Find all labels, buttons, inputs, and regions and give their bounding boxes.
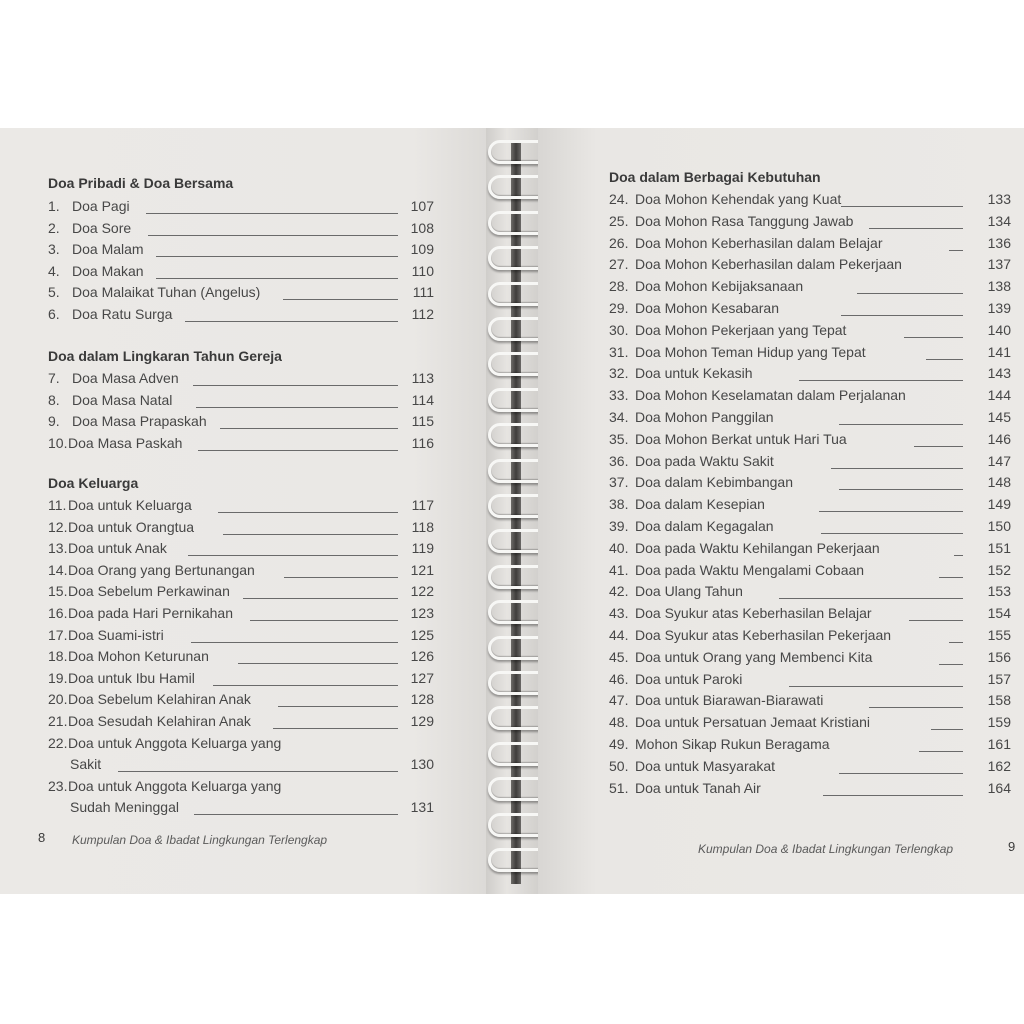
entry-page-number: 116 [411,434,434,451]
toc-entry [48,392,434,413]
entry-title: Doa untuk Paroki [635,670,743,687]
toc-entry [609,736,1011,757]
toc-entry [48,198,434,219]
dot-leader [196,407,398,408]
dot-leader [188,555,398,556]
entry-title: Doa Orang yang Bertunangan [68,561,255,578]
toc-entry [48,627,434,648]
toc-entry [48,605,434,626]
entry-number: 7. [48,370,60,386]
open-book [0,128,1024,894]
dot-leader [243,598,398,599]
entry-title: Doa untuk Orangtua [68,518,195,535]
entry-title: Doa Mohon Pekerjaan yang Tepat [635,321,847,338]
dot-leader [198,450,398,451]
entry-page-number: 140 [987,321,1011,338]
section-title: Doa dalam Berbagai Kebutuhan [609,169,821,185]
entry-page-number: 156 [987,648,1011,665]
dot-leader [939,577,963,578]
dot-leader [799,380,963,381]
dot-leader [223,534,398,535]
toc-entry [48,778,434,820]
entry-number: 23. [48,777,68,794]
entry-title-continued: Sudah Meninggal [70,798,179,815]
entry-page-number: 128 [410,691,434,708]
toc-entry [609,256,1011,277]
entry-page-number: 158 [987,692,1011,709]
entry-page-number: 118 [411,518,434,535]
entry-page-number: 115 [411,413,434,430]
dot-leader [283,299,398,300]
toc-entry [609,322,1011,343]
entry-page-number: 153 [987,583,1011,600]
entry-page-number: 159 [987,714,1011,731]
entry-number: 39. [609,518,629,534]
toc-entry [609,518,1011,539]
entry-title: Doa Mohon Keberhasilan dalam Pekerjaan [635,256,902,273]
toc-entry [48,735,434,777]
entry-title: Doa untuk Anggota Keluarga yang [68,734,282,751]
dot-leader [909,620,963,621]
entry-page-number: 109 [410,241,434,258]
entry-number: 33. [609,387,629,404]
entry-title: Doa untuk Ibu Hamil [68,669,195,686]
entry-number: 15. [48,583,68,600]
entry-number: 25. [609,212,629,229]
entry-page-number: 121 [410,561,434,578]
entry-page-number: 114 [411,391,434,408]
entry-number: 10. [48,434,68,451]
entry-title: Doa Suami-istri [68,626,164,643]
toc-entry [48,241,434,262]
entry-title: Mohon Sikap Rukun Beragama [635,736,830,752]
entry-page-number: 126 [410,648,434,665]
toc-entry [48,497,434,518]
entry-page-number: 107 [410,198,434,214]
toc-entry [609,780,1011,801]
toc-entry [609,474,1011,495]
entry-number: 37. [609,474,629,491]
left-page [0,128,486,894]
toc-entry [609,692,1011,713]
entry-number: 51. [609,779,629,796]
entry-number: 43. [609,605,629,622]
section-title: Doa Pribadi & Doa Bersama [48,175,234,191]
dot-leader [146,213,398,214]
entry-page-number: 143 [987,365,1011,382]
entry-number: 27. [609,256,629,273]
entry-title: Doa Mohon Teman Hidup yang Tepat [635,343,866,360]
entry-page-number: 149 [987,496,1011,513]
entry-number: 41. [609,561,629,578]
entry-title: Doa Malaikat Tuhan (Angelus) [72,284,261,301]
dot-leader [841,315,963,316]
entry-title: Doa untuk Masyarakat [635,757,776,774]
dot-leader [926,359,963,360]
toc-entry [609,627,1011,648]
entry-number: 1. [48,198,60,214]
dot-leader [904,337,963,338]
entry-page-number: 150 [987,518,1011,534]
toc-entry [609,387,1011,408]
toc-entry [48,263,434,284]
page-number: 8 [38,830,46,845]
dot-leader [193,385,398,386]
dot-leader [156,278,398,279]
dot-leader [869,707,963,708]
dot-leader [148,235,398,236]
entry-title: Doa untuk Persatuan Jemaat Kristiani [635,714,871,731]
entry-title: Doa Syukur atas Keberhasilan Pekerjaan [635,627,892,643]
entry-title: Doa Mohon Panggilan [635,409,774,425]
entry-title: Doa untuk Kekasih [635,365,753,382]
dot-leader [185,321,398,322]
dot-leader [213,685,398,686]
entry-page-number: 151 [987,539,1011,556]
toc-entry [609,344,1011,365]
dot-leader [191,642,398,643]
toc-entry [609,300,1011,321]
entry-page-number: 108 [410,219,434,236]
entry-title: Doa Masa Natal [72,391,173,408]
entry-number: 28. [609,278,629,295]
dot-leader [118,771,398,772]
entry-number: 16. [48,605,68,621]
toc-entry [609,583,1011,604]
entry-page-number: 112 [411,306,434,322]
entry-page-number: 144 [987,387,1011,404]
entry-title: Doa dalam Kegagalan [635,518,774,534]
toc-entry [48,670,434,691]
entry-number: 30. [609,321,629,338]
entry-title: Doa untuk Anggota Keluarga yang [68,777,282,794]
entry-number: 50. [609,757,629,774]
toc-entry [609,278,1011,299]
entry-title: Doa Ratu Surga [72,306,173,322]
entry-title: Doa pada Waktu Sakit [635,452,774,469]
toc-entry [48,519,434,540]
entry-number: 49. [609,736,629,752]
entry-page-number: 113 [411,370,434,386]
entry-title: Doa pada Waktu Mengalami Cobaan [635,561,865,578]
toc-entry [48,220,434,241]
dot-leader [831,468,963,469]
entry-number: 29. [609,300,629,316]
entry-number: 21. [48,713,68,729]
entry-title: Doa Mohon Keberhasilan dalam Belajar [635,234,883,251]
toc-entry [609,562,1011,583]
dot-leader [284,577,398,578]
section-title: Doa Keluarga [48,475,139,491]
entry-title: Doa Mohon Keselamatan dalam Perjalanan [635,387,906,404]
toc-entry [609,671,1011,692]
dot-leader [273,728,398,729]
entry-page-number: 155 [987,627,1011,643]
toc-entry [609,649,1011,670]
dot-leader [931,729,963,730]
entry-number: 5. [48,284,60,301]
entry-number: 46. [609,670,629,687]
entry-page-number: 136 [987,234,1011,251]
entry-title: Doa Ulang Tahun [635,583,743,600]
entry-number: 48. [609,714,629,731]
entry-number: 42. [609,583,629,600]
dot-leader [819,511,963,512]
dot-leader [779,598,963,599]
toc-entry [609,714,1011,735]
dot-leader [238,663,398,664]
entry-page-number: 161 [987,736,1011,752]
toc-entry [48,713,434,734]
entry-title: Doa Pagi [72,198,130,214]
entry-title: Doa Masa Prapaskah [72,413,207,430]
entry-number: 6. [48,306,60,322]
entry-page-number: 141 [987,343,1011,360]
entry-number: 18. [48,648,68,665]
dot-leader [823,795,963,796]
toc-entry [48,583,434,604]
entry-number: 17. [48,626,68,643]
dot-leader [919,751,963,752]
entry-title: Doa Sore [72,219,132,236]
toc-entry [48,370,434,391]
entry-number: 2. [48,219,60,236]
entry-page-number: 125 [410,626,434,643]
entry-number: 47. [609,692,629,709]
entry-title: Doa pada Hari Pernikahan [68,605,233,621]
entry-title-continued: Sakit [70,755,102,772]
entry-page-number: 146 [987,430,1011,447]
entry-title: Doa Sesudah Kelahiran Anak [68,713,251,729]
dot-leader [218,512,398,513]
dot-leader [949,642,963,643]
entry-page-number: 138 [987,278,1011,295]
entry-number: 32. [609,365,629,382]
entry-title: Doa untuk Orang yang Membenci Kita [635,648,873,665]
entry-page-number: 137 [987,256,1011,273]
toc-entry [48,284,434,305]
toc-entry [609,540,1011,561]
toc-entry [48,562,434,583]
entry-page-number: 111 [412,284,434,301]
entry-title: Doa untuk Keluarga [68,497,192,513]
dot-leader [857,293,963,294]
entry-page-number: 148 [987,474,1011,491]
section-title: Doa dalam Lingkaran Tahun Gereja [48,348,282,364]
entry-page-number: 139 [987,300,1011,316]
entry-title: Doa Masa Paskah [68,434,183,451]
toc-entry [48,648,434,669]
entry-page-number: 134 [987,212,1011,229]
entry-page-number: 122 [410,583,434,600]
page-number: 9 [1008,839,1016,854]
dot-leader [156,256,398,257]
entry-title: Doa Mohon Kebijaksanaan [635,278,804,295]
entry-page-number: 129 [410,713,434,729]
entry-title: Doa Mohon Kesabaran [635,300,779,316]
entry-title: Doa Syukur atas Keberhasilan Belajar [635,605,872,622]
entry-page-number: 157 [987,670,1011,687]
entry-number: 35. [609,430,629,447]
entry-number: 45. [609,648,629,665]
entry-number: 34. [609,409,629,425]
entry-number: 26. [609,234,629,251]
entry-title: Doa pada Waktu Kehilangan Pekerjaan [635,539,880,556]
entry-page-number: 123 [410,605,434,621]
toc-entry [609,409,1011,430]
dot-leader [949,250,963,251]
entry-title: Doa Mohon Berkat untuk Hari Tua [635,430,847,447]
toc-entry [48,413,434,434]
entry-number: 19. [48,669,68,686]
toc-entry [609,496,1011,517]
entry-number: 4. [48,262,60,279]
entry-number: 40. [609,539,629,556]
toc-entry [609,431,1011,452]
dot-leader [954,555,963,556]
dot-leader [839,424,963,425]
entry-number: 38. [609,496,629,513]
entry-title: Doa Mohon Rasa Tanggung Jawab [635,212,854,229]
entry-title: Doa Sebelum Perkawinan [68,583,230,600]
dot-leader [839,489,963,490]
entry-title: Doa Masa Adven [72,370,179,386]
entry-number: 8. [48,391,60,408]
entry-title: Doa dalam Kebimbangan [635,474,793,491]
entry-page-number: 110 [411,262,434,279]
dot-leader [194,814,398,815]
entry-number: 36. [609,452,629,469]
entry-title: Doa Sebelum Kelahiran Anak [68,691,251,708]
toc-entry [48,306,434,327]
entry-number: 3. [48,241,60,258]
entry-number: 14. [48,561,68,578]
toc-entry [609,191,1011,212]
entry-number: 24. [609,191,629,207]
entry-title: Doa untuk Tanah Air [635,779,761,796]
entry-title: Doa untuk Anak [68,540,167,557]
entry-title: Doa Malam [72,241,144,258]
toc-entry [609,213,1011,234]
toc-entry [48,691,434,712]
dot-leader [250,620,398,621]
entry-page-number: 154 [987,605,1011,622]
right-page [538,128,1024,894]
dot-leader [939,664,963,665]
entry-page-number: 131 [410,798,434,815]
toc-entry [609,235,1011,256]
dot-leader [278,706,398,707]
entry-title: Doa Mohon Keturunan [68,648,209,665]
dot-leader [841,206,963,207]
entry-title: Doa untuk Biarawan-Biarawati [635,692,824,709]
entry-page-number: 164 [987,779,1011,796]
entry-page-number: 127 [410,669,434,686]
toc-entry [48,540,434,561]
running-footer: Kumpulan Doa & Ibadat Lingkungan Terlengkap [698,842,954,856]
entry-number: 9. [48,413,60,430]
entry-number: 22. [48,734,68,751]
entry-page-number: 133 [987,191,1011,207]
dot-leader [839,773,963,774]
dot-leader [220,428,398,429]
toc-entry [48,435,434,456]
entry-page-number: 117 [411,497,434,513]
entry-number: 11. [48,497,67,513]
entry-title: Doa Makan [72,262,144,279]
dot-leader [821,533,963,534]
dot-leader [789,686,963,687]
toc-entry [609,605,1011,626]
entry-page-number: 119 [411,540,434,557]
dot-leader [869,228,963,229]
entry-number: 44. [609,627,629,643]
toc-entry [609,758,1011,779]
entry-page-number: 130 [410,755,434,772]
entry-page-number: 152 [987,561,1011,578]
entry-page-number: 147 [987,452,1011,469]
entry-page-number: 145 [987,409,1011,425]
entry-number: 12. [48,518,68,535]
entry-title: Doa dalam Kesepian [635,496,765,513]
entry-number: 31. [609,343,629,360]
toc-entry [609,365,1011,386]
toc-entry [609,453,1011,474]
entry-number: 13. [48,540,68,557]
entry-title: Doa Mohon Kehendak yang Kuat [635,191,842,207]
running-footer: Kumpulan Doa & Ibadat Lingkungan Terlengkap [72,833,328,847]
dot-leader [914,446,963,447]
entry-page-number: 162 [987,757,1011,774]
entry-number: 20. [48,691,68,708]
